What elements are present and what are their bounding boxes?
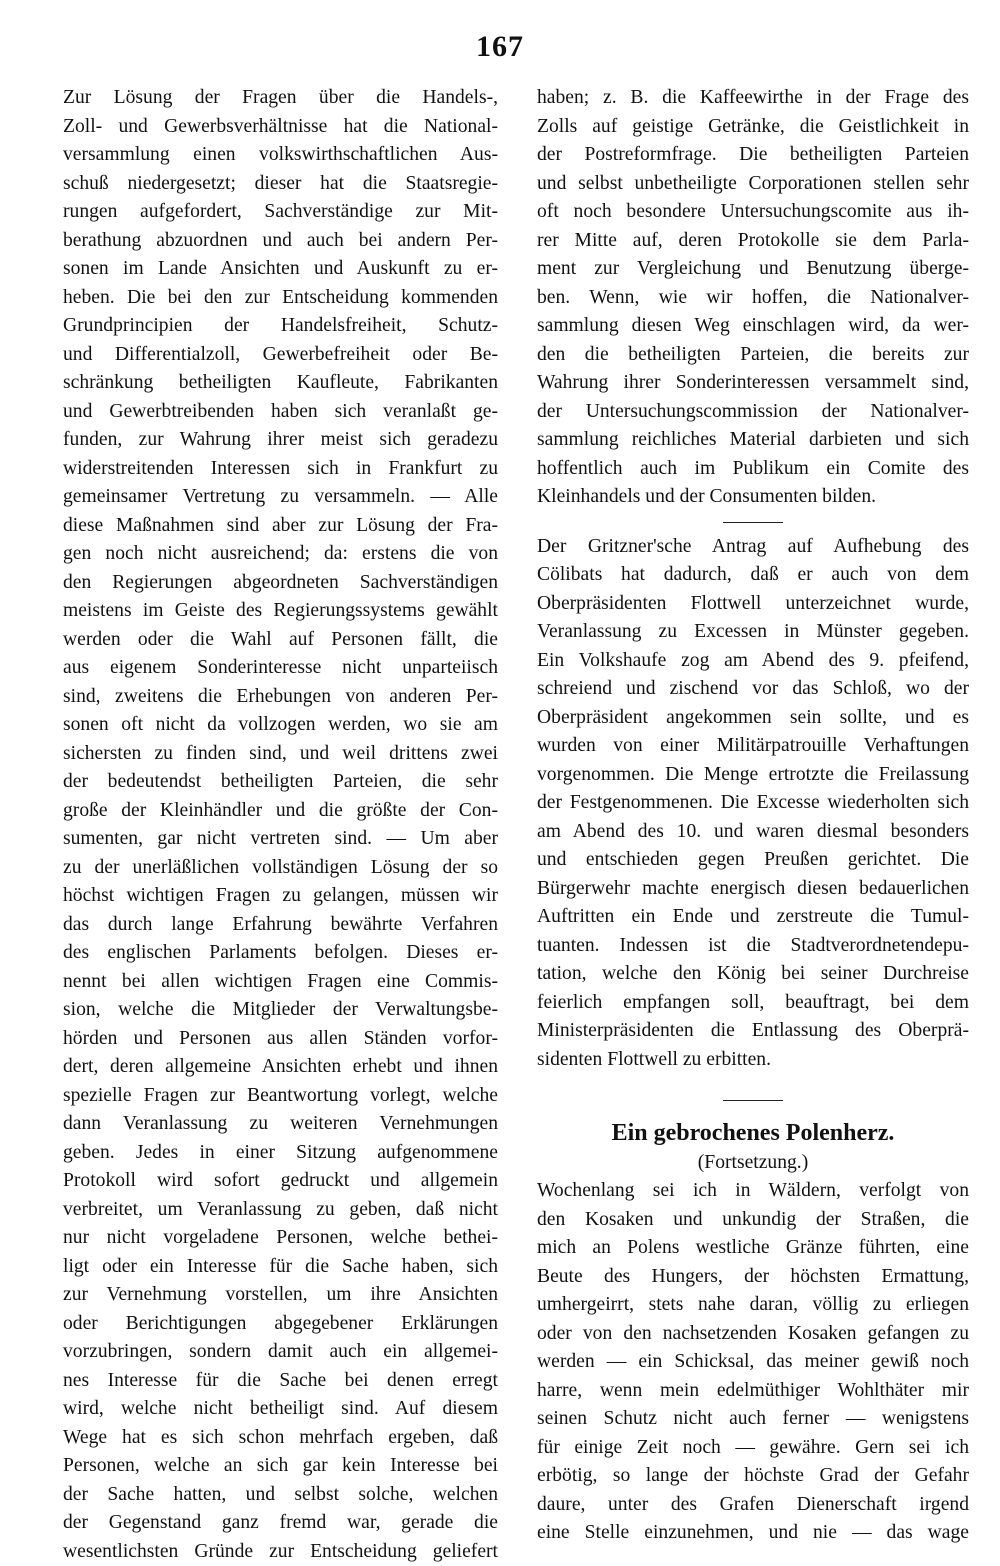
- text-line: für einige Zeit noch — gewähre. Gern sei ich: [537, 1434, 969, 1463]
- text-line: Ein Volkshaufe zog am Abend des 9. pfeifend,: [537, 647, 969, 676]
- text-line: sichersten zu finden sind, und weil drittens zwei: [63, 740, 498, 769]
- text-line: verbreitet, um Veranlassung zu geben, daß nicht: [63, 1196, 498, 1225]
- text-line: zur Vernehmung vorstellen, um ihre Ansichten: [63, 1281, 498, 1310]
- text-line: wurden von einer Militärpatrouille Verhaftungen: [537, 732, 969, 761]
- section-divider: [723, 522, 783, 523]
- text-line: und Differentialzoll, Gewerbefreiheit oder Be-: [63, 341, 498, 370]
- text-line: mich an Polens westliche Gränze führten, eine: [537, 1234, 969, 1263]
- text-line: gemeinsamer Vertretung zu versammeln. — Alle: [63, 483, 498, 512]
- text-line: ligt oder ein Interesse für die Sache haben, sich: [63, 1253, 498, 1282]
- text-line: schreiend und zischend vor das Schloß, wo der: [537, 675, 969, 704]
- text-line: zu der unerläßlichen vollständigen Lösung der so: [63, 854, 498, 883]
- text-line: vorgenommen. Die Menge ertrotzte die Freilassung: [537, 761, 969, 790]
- text-line: den Regierungen abgeordneten Sachverständigen: [63, 569, 498, 598]
- text-line: werden — ein Schicksal, das meiner gewiß noch: [537, 1348, 969, 1377]
- text-line: der bedeutendst betheiligten Parteien, die sehr: [63, 768, 498, 797]
- text-line: sumenten, gar nicht vertreten sind. — Um aber: [63, 825, 498, 854]
- text-line: Zoll- und Gewerbsverhältnisse hat die National-: [63, 113, 498, 142]
- text-line: gen noch nicht ausreichend; da: erstens die von: [63, 540, 498, 569]
- text-line: der Festgenommenen. Die Excesse wiederholten sich: [537, 789, 969, 818]
- text-line: nes Interesse für die Sache bei denen erregt: [63, 1367, 498, 1396]
- text-line: Der Gritzner'sche Antrag auf Aufhebung des: [537, 533, 969, 562]
- text-line: versammlung einen volkswirthschaftlichen Aus-: [63, 141, 498, 170]
- text-line: berathung abzuordnen und auch bei andern Per-: [63, 227, 498, 256]
- text-line: wird, welche nicht betheiligt sind. Auf diesem: [63, 1395, 498, 1424]
- page-number: 167: [0, 30, 1000, 64]
- text-line: spezielle Fragen zur Beantwortung vorlegt, welche: [63, 1082, 498, 1111]
- text-line: aus eigenem Sonderinteresse nicht unparteiisch: [63, 654, 498, 683]
- text-line: nennt bei allen wichtigen Fragen eine Commis-: [63, 968, 498, 997]
- text-line: Bürgerwehr machte energisch diesen bedauerlichen: [537, 875, 969, 904]
- text-line: sammlung reichliches Material darbieten und sich: [537, 426, 969, 455]
- text-line: geben. Jedes in einer Sitzung aufgenommene: [63, 1139, 498, 1168]
- text-line: Kleinhandels und der Consumenten bilden.: [537, 483, 969, 512]
- text-line: den Kosaken und unkundig der Straßen, die: [537, 1206, 969, 1235]
- text-line: Oberpräsidenten Flottwell unterzeichnet wurde,: [537, 590, 969, 619]
- text-line: hoffentlich auch im Publikum ein Comite des: [537, 455, 969, 484]
- text-line: der Untersuchungscommission der Nationalver-: [537, 398, 969, 427]
- text-line: haben; z. B. die Kaffeewirthe in der Frage des: [537, 84, 969, 113]
- text-line: oder Berichtigungen abgegebener Erklärungen: [63, 1310, 498, 1339]
- text-line: umhergeirrt, stets nahe daran, völlig zu erliegen: [537, 1291, 969, 1320]
- text-line: und Gewerbtreibenden haben sich veranlaßt ge-: [63, 398, 498, 427]
- text-line: sonen oft nicht da vollzogen werden, wo sie am: [63, 711, 498, 740]
- text-line: Protokoll wird sofort gedruckt und allgemein: [63, 1167, 498, 1196]
- text-line: Wochenlang sei ich in Wäldern, verfolgt von: [537, 1177, 969, 1206]
- text-line: der Postreformfrage. Die betheiligten Parteien: [537, 141, 969, 170]
- text-line: wesentlichsten Gründe zur Entscheidung geliefert: [63, 1538, 498, 1566]
- text-line: Veranlassung zu Excessen in Münster gegeben.: [537, 618, 969, 647]
- text-line: Zur Lösung der Fragen über die Handels-,: [63, 84, 498, 113]
- text-line: des englischen Parlaments befolgen. Dieses er-: [63, 939, 498, 968]
- text-line: den die betheiligten Parteien, die bereits zur: [537, 341, 969, 370]
- text-line: Ministerpräsidenten die Entlassung des Oberprä-: [537, 1017, 969, 1046]
- text-line: tation, welche den König bei seiner Durchreise: [537, 960, 969, 989]
- text-line: dann Veranlassung zu weiteren Vernehmungen: [63, 1110, 498, 1139]
- section-divider: [723, 1100, 783, 1101]
- text-line: rungen aufgefordert, Sachverständige zur Mit-: [63, 198, 498, 227]
- text-line: große der Kleinhändler und die größte der Con-: [63, 797, 498, 826]
- text-line: der Gegenstand ganz fremd war, gerade die: [63, 1509, 498, 1538]
- news-item-muenster: [537, 533, 969, 1075]
- text-line: sidenten Flottwell zu erbitten.: [537, 1046, 969, 1075]
- text-line: eine Stelle einzunehmen, und nie — das wage: [537, 1519, 969, 1548]
- text-line: widerstreitenden Interessen sich in Frankfurt zu: [63, 455, 498, 484]
- text-line: ment zur Vergleichung und Benutzung überge-: [537, 255, 969, 284]
- text-line: Auftritten ein Ende und zerstreute die Tumul-: [537, 903, 969, 932]
- text-line: schränkung betheiligten Kaufleute, Fabrikanten: [63, 369, 498, 398]
- text-line: Wahrung ihrer Sonderinteressen versammelt sind,: [537, 369, 969, 398]
- text-line: sind, zweitens die Erhebungen von anderen Per-: [63, 683, 498, 712]
- text-line: und entschieden gegen Preußen gerichtet. Die: [537, 846, 969, 875]
- story-text: [537, 1177, 969, 1548]
- text-line: hörden und Personen aus allen Ständen vorfor-: [63, 1025, 498, 1054]
- text-line: Wege hat es sich schon mehrfach ergeben, daß: [63, 1424, 498, 1453]
- left-column: [63, 84, 498, 1566]
- text-line: der Sache hatten, und selbst solche, welchen: [63, 1481, 498, 1510]
- text-line: ben. Wenn, wie wir hoffen, die Nationalver-: [537, 284, 969, 313]
- right-column: [537, 84, 969, 1548]
- text-line: feierlich empfangen soll, beauftragt, bei dem: [537, 989, 969, 1018]
- text-line: werden oder die Wahl auf Personen fällt, die: [63, 626, 498, 655]
- text-line: Personen, welche an sich gar kein Interesse bei: [63, 1452, 498, 1481]
- text-line: seinen Schutz nicht auch ferner — wenigstens: [537, 1405, 969, 1434]
- text-line: sion, welche die Mitglieder der Verwaltungsbe-: [63, 996, 498, 1025]
- text-line: schuß niedergesetzt; dieser hat die Staatsregie-: [63, 170, 498, 199]
- article-continuation: [537, 84, 969, 512]
- text-line: dert, deren allgemeine Ansichten erhebt und ihnen: [63, 1053, 498, 1082]
- text-line: nur nicht vorgeladene Personen, welche bethei-: [63, 1224, 498, 1253]
- text-line: Beute des Hungers, der höchsten Ermattung,: [537, 1263, 969, 1292]
- text-line: sammlung diesen Weg einschlagen wird, da wer-: [537, 312, 969, 341]
- text-line: heben. Die bei den zur Entscheidung kommenden: [63, 284, 498, 313]
- text-line: und selbst unbetheiligte Corporationen stellen sehr: [537, 170, 969, 199]
- text-line: Cölibats hat dadurch, daß er auch von dem: [537, 561, 969, 590]
- text-line: oder von den nachsetzenden Kosaken gefangen zu: [537, 1320, 969, 1349]
- text-line: am Abend des 10. und waren diesmal besonders: [537, 818, 969, 847]
- text-line: Oberpräsident angekommen sein sollte, und es: [537, 704, 969, 733]
- text-line: diese Maßnahmen sind aber zur Lösung der Fra-: [63, 512, 498, 541]
- text-line: vorzubringen, sondern damit auch ein allgemei-: [63, 1338, 498, 1367]
- story-subheading: (Fortsetzung.): [537, 1149, 969, 1177]
- text-line: rer Mitte auf, deren Protokolle sie dem Parla-: [537, 227, 969, 256]
- text-line: Grundprincipien der Handelsfreiheit, Schutz-: [63, 312, 498, 341]
- text-line: sonen im Lande Ansichten und Auskunft zu er-: [63, 255, 498, 284]
- text-line: höchst wichtigen Fragen zu gelangen, müssen wir: [63, 882, 498, 911]
- text-line: Zolls auf geistige Getränke, die Geistlichkeit in: [537, 113, 969, 142]
- text-line: tuanten. Indessen ist die Stadtverordnetendepu-: [537, 932, 969, 961]
- text-line: harre, wenn mein edelmüthiger Wohlthäter mir: [537, 1377, 969, 1406]
- text-line: oft noch besondere Untersuchungscomite aus ih-: [537, 198, 969, 227]
- text-line: erbötig, so lange der höchste Grad der Gefahr: [537, 1462, 969, 1491]
- story-heading: Ein gebrochenes Polenherz.: [537, 1117, 969, 1149]
- text-line: daure, unter des Grafen Dienerschaft irgend: [537, 1491, 969, 1520]
- text-line: meistens im Geiste des Regierungssystems gewählt: [63, 597, 498, 626]
- text-line: das durch lange Erfahrung bewährte Verfahren: [63, 911, 498, 940]
- text-line: funden, zur Wahrung ihrer meist sich geradezu: [63, 426, 498, 455]
